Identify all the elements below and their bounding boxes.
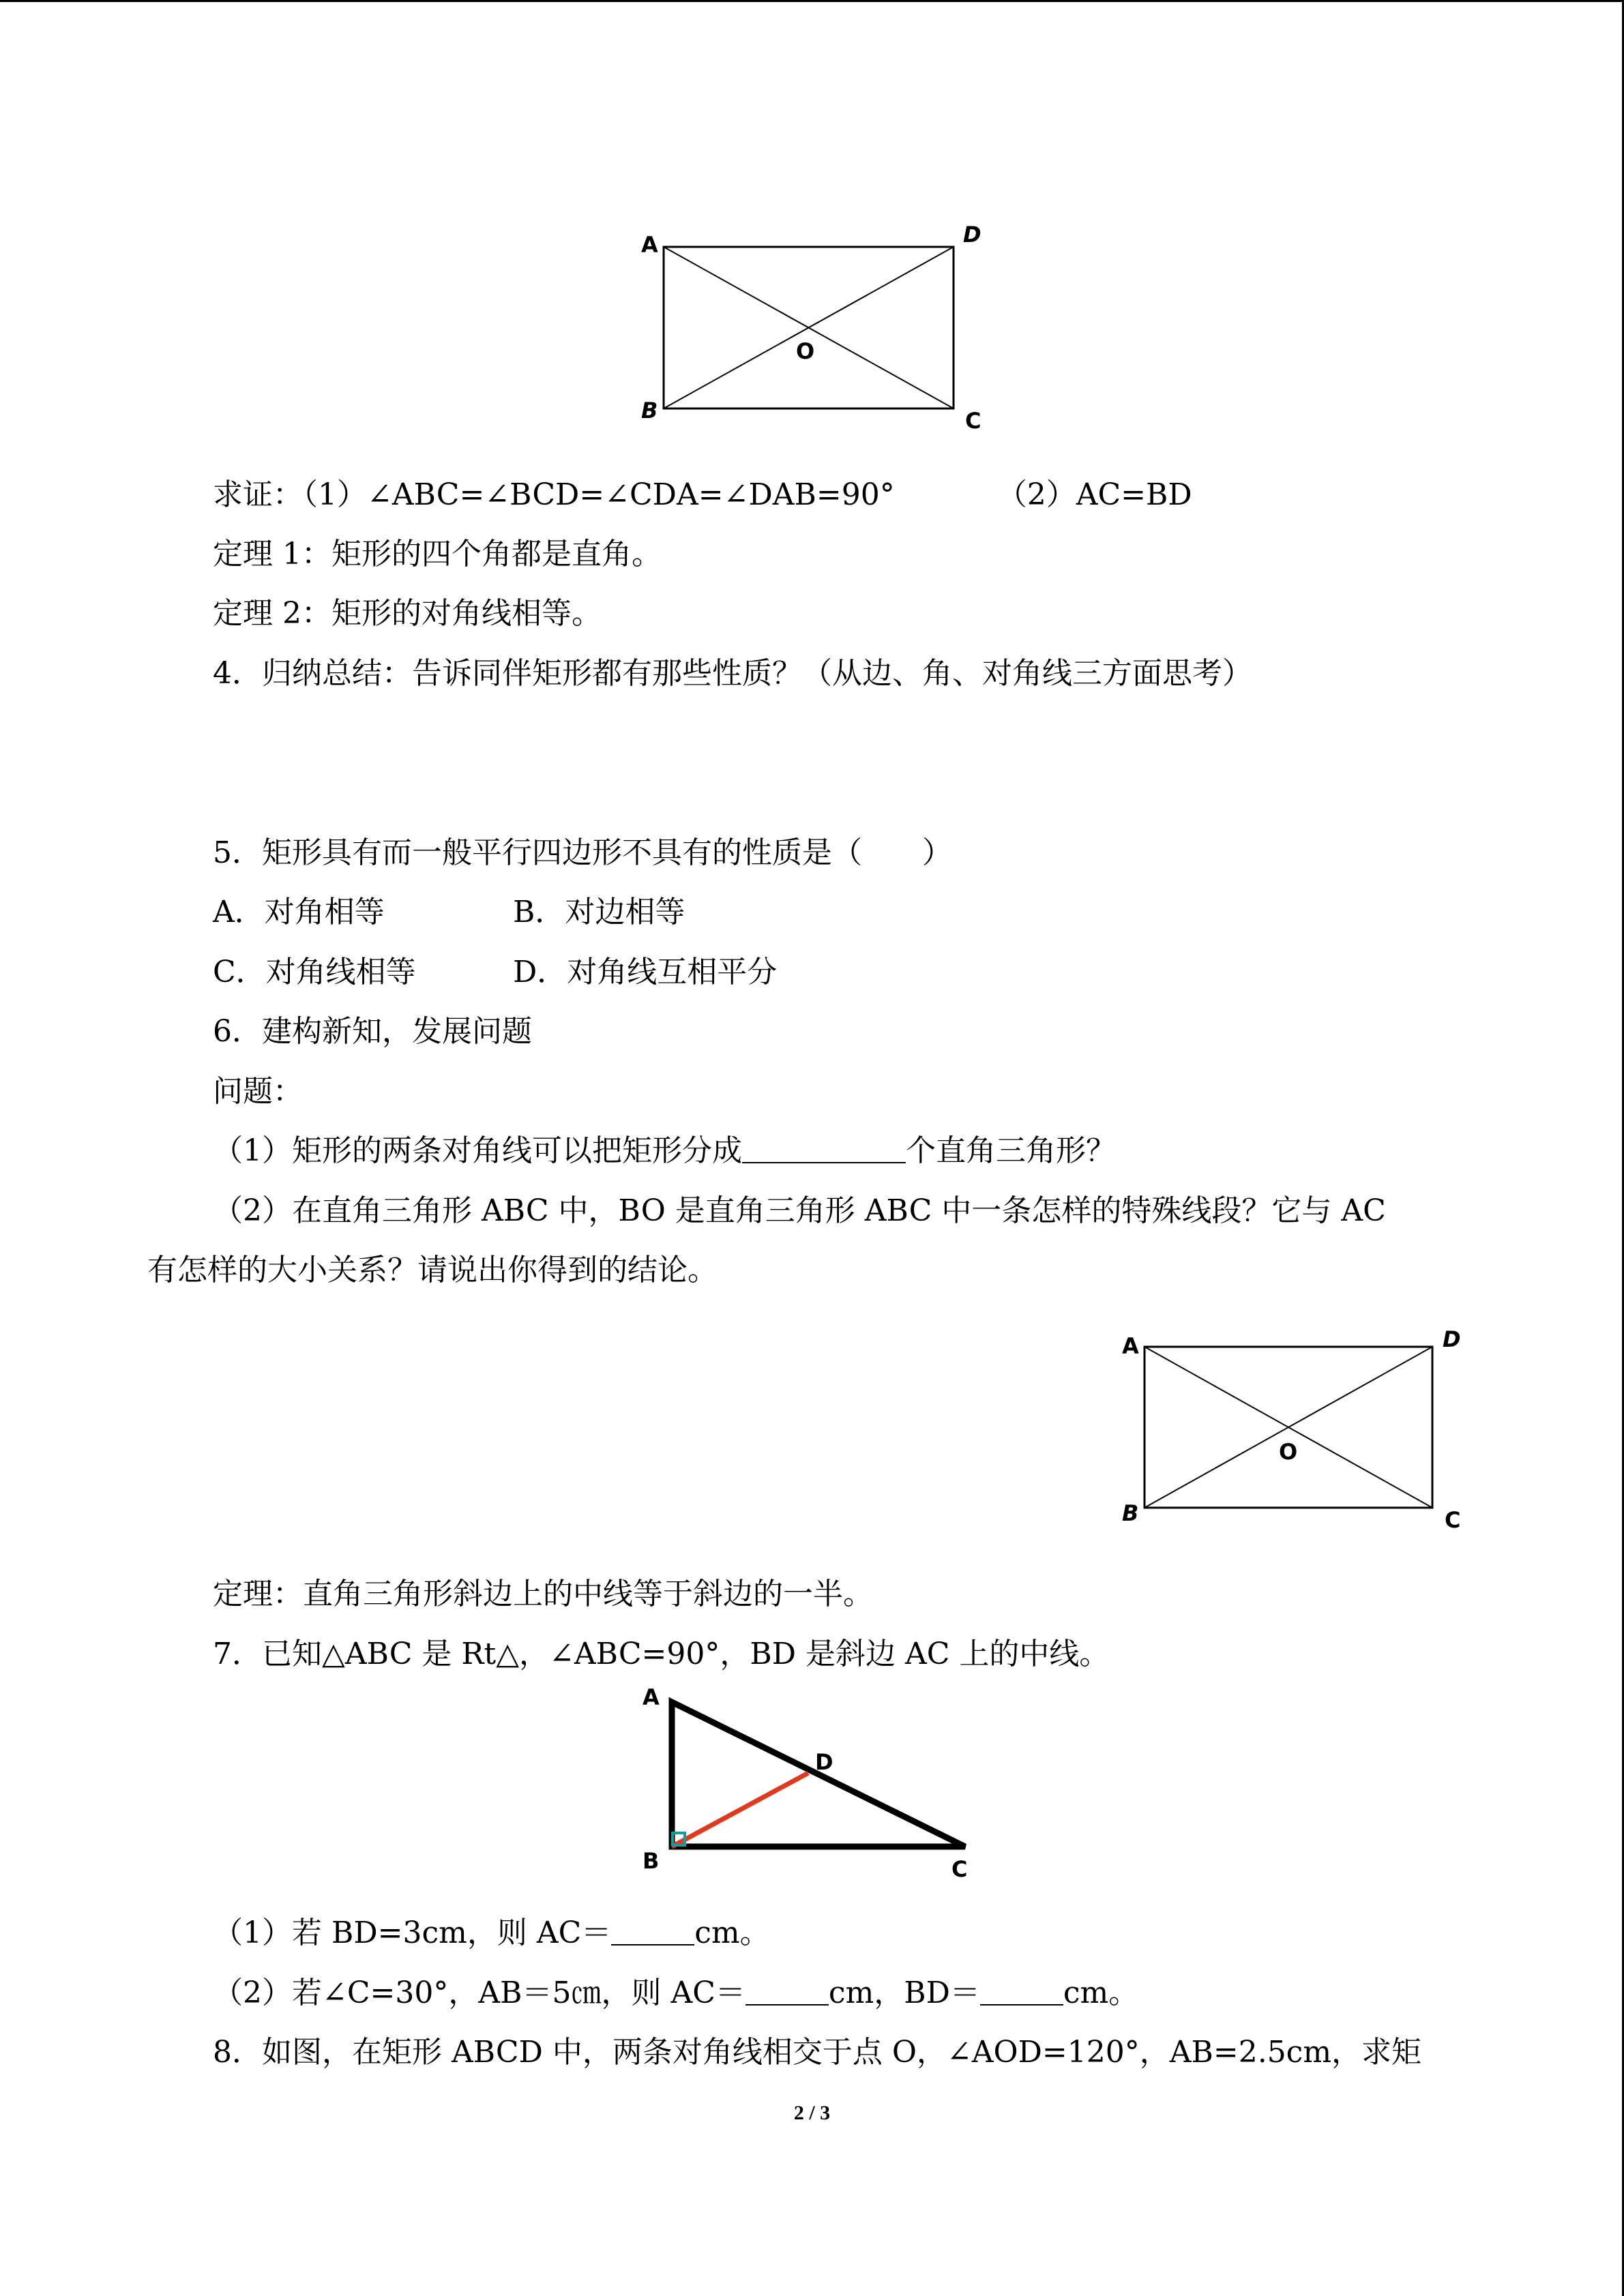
prove-statement-1: 求证：（1）∠ABC=∠BCD=∠CDA=∠DAB=90° — [213, 477, 895, 512]
option-d: D．对角线互相平分 — [513, 955, 778, 989]
vertex-label-c: C — [951, 1856, 968, 1882]
question-6-1 — [213, 1132, 1116, 1170]
vertex-label-b: B — [643, 1848, 660, 1874]
question-6-2-line2: 有怎样的大小关系？请说出你得到的结论。 — [147, 1253, 718, 1287]
answer-blank-6-1[interactable] — [742, 1135, 906, 1163]
option-c: C．对角线相等 — [213, 955, 416, 989]
question-7-2-unit: cm。 — [1063, 1976, 1139, 2010]
theorem-2: 定理 2：矩形的对角线相等。 — [213, 596, 602, 631]
median-bd — [672, 1773, 808, 1847]
rectangle-figure-2 — [1112, 1323, 1466, 1534]
question-7-2 — [213, 1974, 1138, 2012]
vertex-label-d: D — [815, 1749, 833, 1775]
question-7: 7．已知△ABC 是 Rt△，∠ABC=90°，BD 是斜边 AC 上的中线。 — [213, 1637, 1110, 1671]
vertex-label-c: C — [965, 408, 981, 434]
prove-line — [213, 476, 1192, 514]
question-7-1-text: （1）若 BD=3cm，则 AC＝ — [213, 1915, 612, 1950]
vertex-label-d: D — [1443, 1326, 1461, 1352]
question-6-1-text: （1）矩形的两条对角线可以把矩形分成 — [213, 1133, 742, 1168]
option-b: B．对边相等 — [513, 895, 685, 929]
question-7-1 — [213, 1914, 770, 1952]
vertex-label-a: A — [641, 232, 658, 258]
triangle-figure — [634, 1684, 989, 1889]
vertex-label-b: B — [641, 398, 658, 423]
question-4: 4．归纳总结：告诉同伴矩形都有那些性质？（从边、角、对角线三方面思考） — [213, 656, 1252, 691]
question-6-2-line1: （2）在直角三角形 ABC 中，BO 是直角三角形 ABC 中一条怎样的特殊线段？它与 AC — [213, 1193, 1386, 1228]
question-6: 6．建构新知，发展问题 — [213, 1014, 532, 1049]
question-8: 8．如图，在矩形 ABCD 中，两条对角线相交于点 O，∠AOD=120°，AB=2.5cm，求矩 — [213, 2035, 1422, 2070]
question-7-2-text: （2）若∠C=30°，AB＝5㎝，则 AC＝ — [213, 1976, 745, 2010]
question-7-2-mid: cm，BD＝ — [828, 1976, 980, 2010]
option-a: A．对角相等 — [213, 895, 385, 929]
page-number: 2 / 3 — [793, 2102, 831, 2124]
answer-blank-7-2-bd[interactable] — [980, 1977, 1063, 2006]
answer-blank-7-1-ac[interactable] — [611, 1917, 694, 1945]
center-label-o: O — [1279, 1439, 1298, 1465]
vertex-label-d: D — [963, 225, 981, 248]
question-6-1-suffix: 个直角三角形？ — [906, 1133, 1116, 1168]
question-7-1-unit: cm。 — [694, 1915, 770, 1950]
center-label-o: O — [796, 338, 815, 364]
vertex-label-a: A — [1122, 1333, 1139, 1359]
page-top-border — [0, 0, 1624, 2]
answer-blank-7-2-ac[interactable] — [745, 1977, 829, 2006]
theorem-1: 定理 1：矩形的四个角都是直角。 — [213, 537, 662, 571]
vertex-label-c: C — [1445, 1507, 1461, 1533]
rectangle-figure-1 — [634, 225, 989, 436]
theorem-3: 定理：直角三角形斜边上的中线等于斜边的一半。 — [213, 1577, 873, 1611]
question-5: 5．矩形具有而一般平行四边形不具有的性质是（ ） — [213, 835, 952, 870]
vertex-label-a: A — [643, 1684, 660, 1710]
question-6-label: 问题： — [213, 1074, 303, 1109]
prove-statement-2: （2）AC=BD — [996, 477, 1192, 512]
vertex-label-b: B — [1122, 1500, 1139, 1526]
